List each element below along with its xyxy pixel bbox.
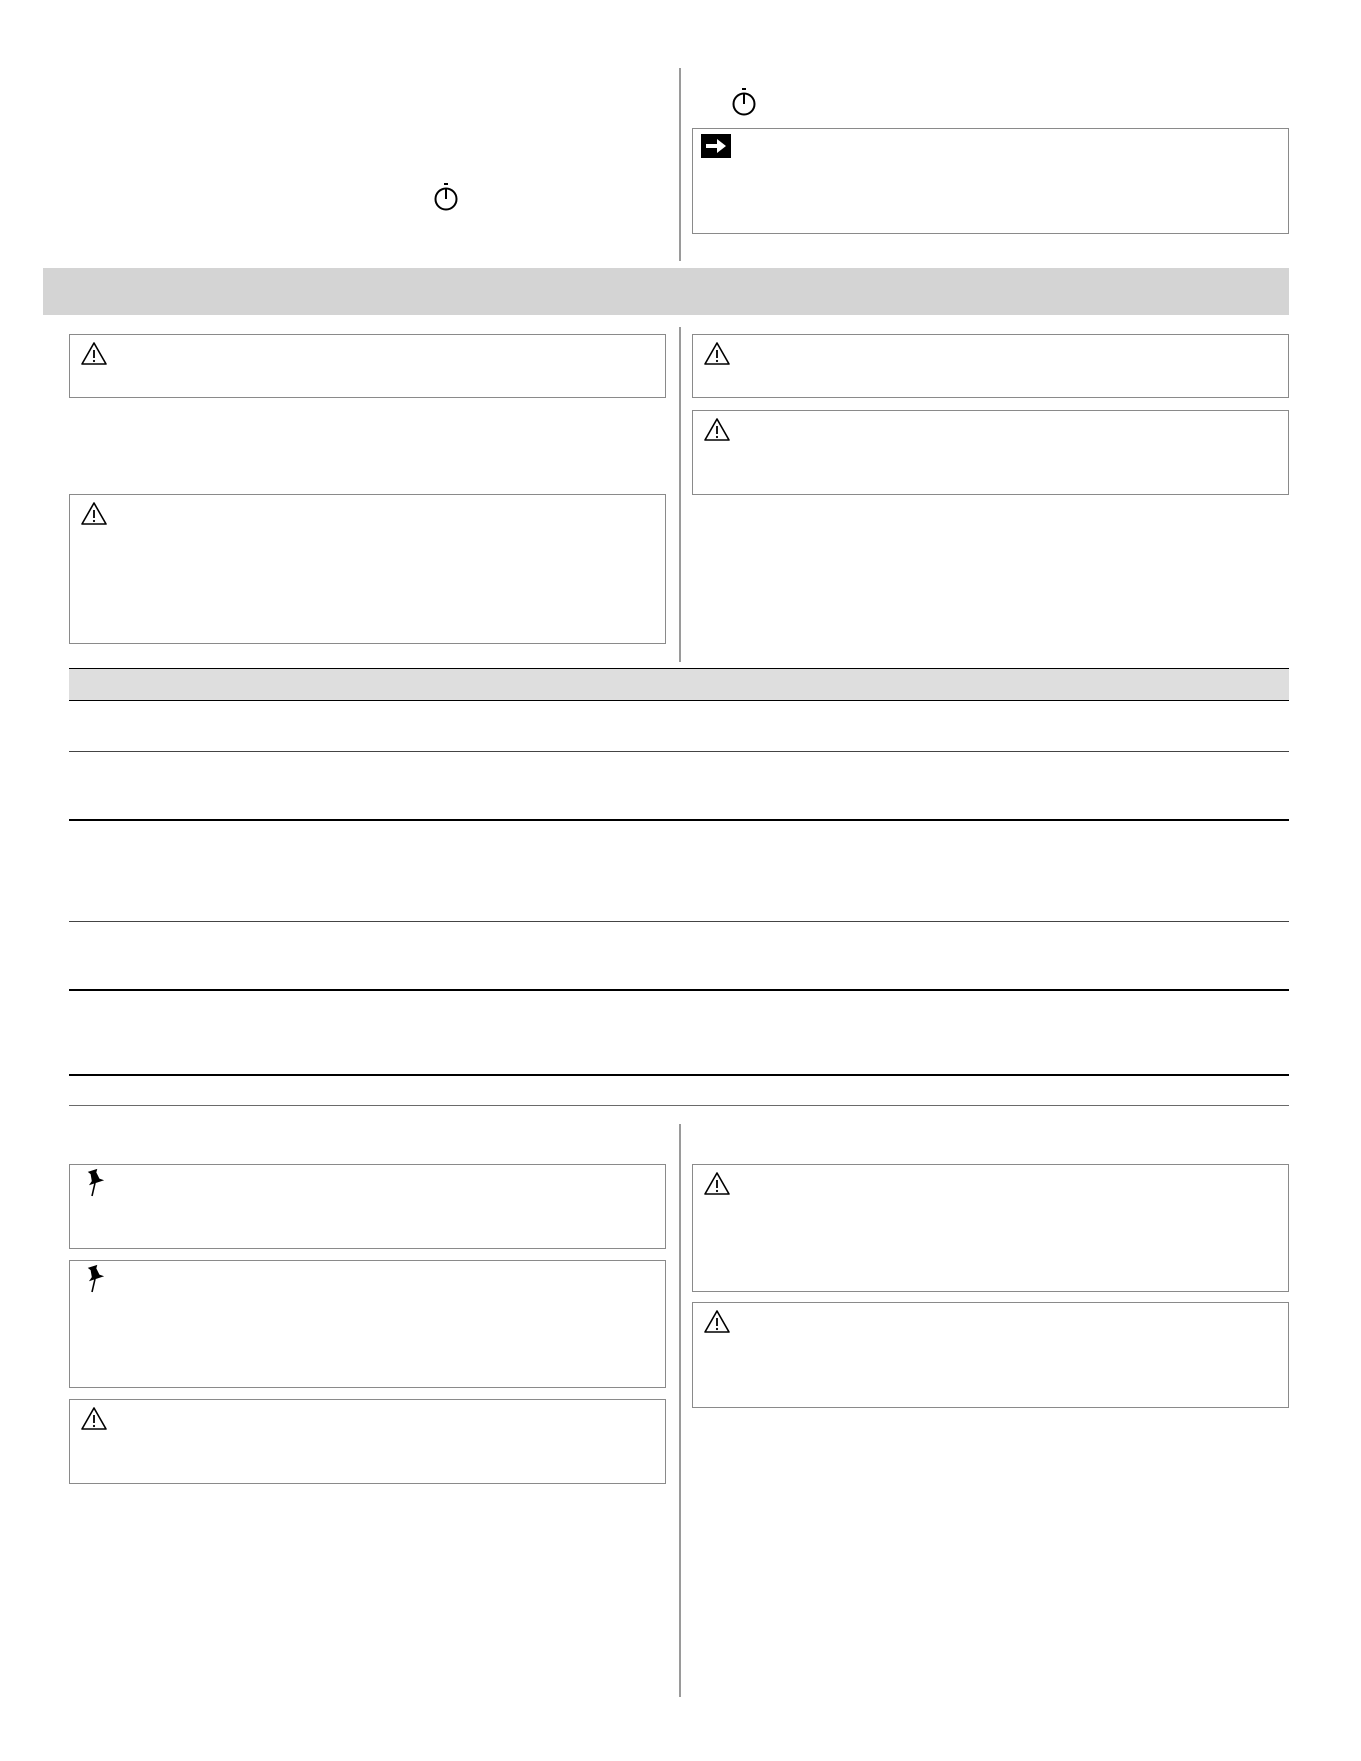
warning-box (69, 494, 666, 644)
table-row-divider (69, 921, 1289, 922)
note-box (692, 128, 1289, 234)
column-divider-bottom (679, 1124, 681, 1697)
table-header (69, 668, 1289, 701)
tip-box (69, 1260, 666, 1388)
warning-box (692, 1302, 1289, 1408)
tip-box (69, 1164, 666, 1249)
warning-box (692, 1164, 1289, 1292)
warning-triangle-icon (703, 1309, 731, 1335)
timer-icon (731, 87, 757, 117)
table-row-divider (69, 819, 1289, 821)
warning-box (692, 334, 1289, 398)
table-bottom-rule (69, 1105, 1289, 1106)
column-divider-top (679, 68, 681, 261)
warning-triangle-icon (703, 341, 731, 367)
warning-triangle-icon (80, 501, 108, 527)
pushpin-icon (84, 1264, 112, 1290)
warning-triangle-icon (80, 1406, 108, 1432)
warning-box (69, 1399, 666, 1484)
arrow-right-icon (701, 134, 731, 158)
warning-box (692, 410, 1289, 495)
timer-icon (433, 182, 459, 212)
warning-box (69, 334, 666, 398)
column-divider-middle (679, 327, 681, 662)
table-row-divider (69, 989, 1289, 991)
table-row-divider (69, 1074, 1289, 1076)
warning-triangle-icon (703, 1171, 731, 1197)
section-header-band (43, 268, 1289, 315)
warning-triangle-icon (80, 341, 108, 367)
warning-triangle-icon (703, 417, 731, 443)
table-row-divider (69, 751, 1289, 752)
pushpin-icon (84, 1168, 112, 1194)
